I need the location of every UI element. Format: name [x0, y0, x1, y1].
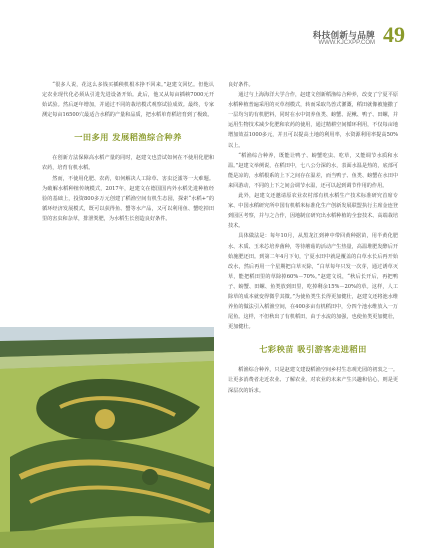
rice-paddy-art-photo [0, 327, 214, 548]
left-column [42, 80, 214, 224]
body-paragraph: 稻渔综合种养，只是赵建文建设稻渔空间乡村生态观光园的初衷之一。让更多消费者走近农业、了解农业，对农业的未来产生兴趣和信心，则是更深层次的诉求。 [228, 367, 398, 394]
magazine-url[interactable]: WWW.KJCXPP.COM [318, 40, 375, 46]
intro-paragraph: “很多人说，花这么多钱买插秧机根本挣不回来。”赵建文回忆。但他认定农业现代化必须从引进先进设备开始。此后，他又从每亩插秧7000元开始试验。然后逐年增加，并通过不同的栽培模式观察试验成效。最终，专家测定每亩16500穴最适合水稻的产量和品质，把水稻单育稻培育到了极致。 [42, 82, 214, 119]
body-paragraph: 具体做法是：每年10月，从黑龙江到神中带回黄种据苗，用半黄化肥水、木质、玉米芯培养菌种，等待蘑菇的活动产生热量，高温堆肥发酵后开始施肥还田。到第二年4月下旬，宁夏水田中就是覆盖的白草水长后再开始改水，然后再用一个星期把白草灭除，“白草每年只发一次芽，通过诱草灭草，能把稻田里的草除掉60%－70%。”赵建文说，“秋后长开后，再把鸭子、螃蟹、田螺、鱼类放到田里，吃掉剩余15%－20%的草。这样，人工除草的成本就变得微乎其微。”为使鱼类生长得更加健壮，赵建文还将池水维养鱼的做法引入稻渔空间，在400多亩有机稻田中，分四个池水维放入一万尾鱼。这样，不但秋出了有机稻田，由于水流的加强，也使鱼类更加健壮，更加健壮。 [228, 233, 398, 331]
magazine-title: 科技创新与品牌 [312, 31, 375, 41]
body-paragraph: 良好条件。 [228, 82, 254, 88]
body-paragraph: “稻渔综合种养，既能让鸭子、螃蟹吃虫、吃草，又能调节水质和水温。”赵建文举例说，在稻田中，七八公分深的水，表面水温是热的，底部可能是凉的，水稻根系的上下之间存在温差，而当鸭子、鱼类、螃蟹在水田中来回游动，不同的上下之间会调节水温，还可以起到调节作用的作用。 [228, 152, 398, 189]
right-column [228, 80, 398, 396]
body-paragraph: 通过与上海海洋大学合作，赵建文创新稻渔综合种养，改变了宁夏平原水稻种植普遍采用的灭草剂模式，转而采取鸟兽式灌溉，稻田就像被施撒了一层均匀的有机肥料，同时在水中饲养鱼类、螃蟹、泥鳅、鸭子、田螺，并运用生物技术减少化肥和农药的使用，通过精耕空间循环利用，不仅每亩地增加效益1000多元，并且可以提高土地的利用率，水资源利用率提高50%以上。 [228, 92, 398, 149]
page-number: 49 [383, 22, 405, 47]
body-paragraph: 此外，赵建文还邀请原农业农村部有机水稻生产技术标准研究首席专家、中国水稻研究所中国有机稻米标准化生产创新发展联盟执行主席金连登到园区考察，并与之合作，因地制宜研究出水稻种植的全套技术、高端栽培技术。 [228, 193, 398, 230]
section-title-colorful-seedlings: 七彩秧苗 吸引游客走进稻田 [259, 344, 367, 355]
body-paragraph: 然而，不使用化肥、农药，如何解决人工除草、害虫泛滥等一大难题。为破解水稻种植传统模式，2017年，赵建文在德国国内外水稻先进种植经验的基础上，投资800多万元创建了稻渔空间有机生态园，探索“水稻+”的循环经济发展模式，既可以获得鱼、蟹等水产品，又可以利用鱼、蟹吃掉田里的害虫和杂草，排泄粪肥，为水稻生长创造良好条件。 [42, 175, 214, 222]
body-paragraph: 在创新方法保障高水稻产量的同时，赵建文也尝试如何在不使用化肥和农药，培育有机水稻。 [42, 155, 214, 172]
page-header [0, 0, 427, 52]
section-title-rice-fish: 一田多用 发展稻渔综合种养 [74, 132, 182, 143]
